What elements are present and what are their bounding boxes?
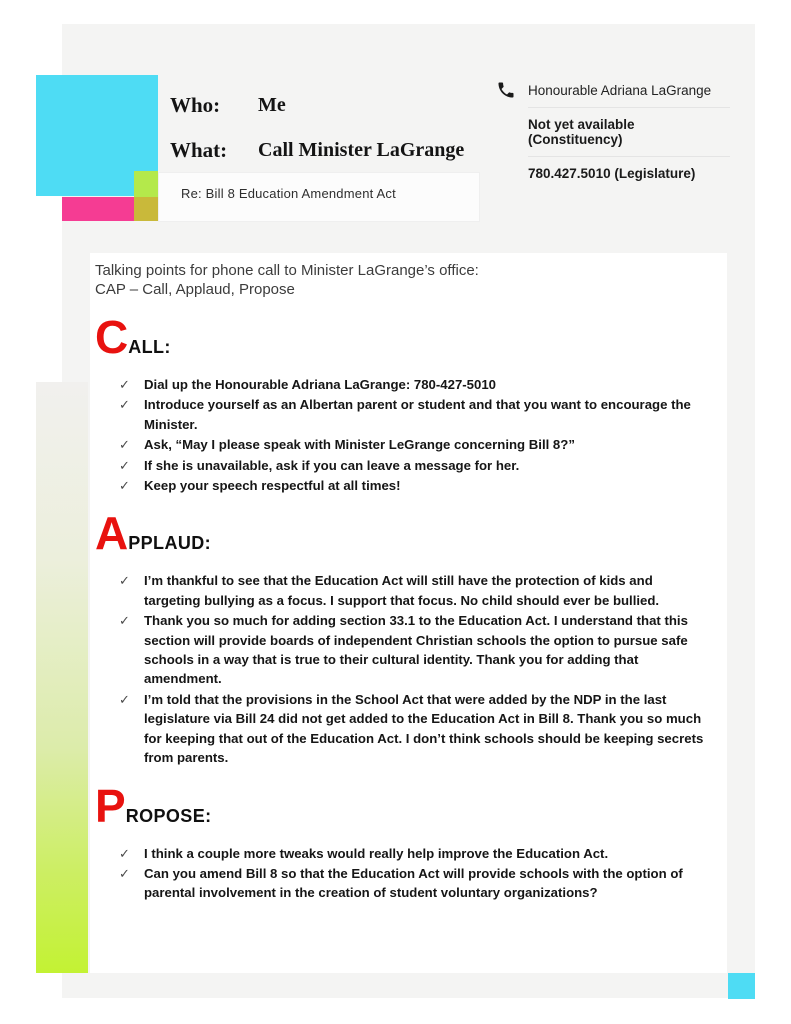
- call-talking-points: [119, 375, 705, 495]
- talking-point-text: Can you amend Bill 8 so that the Education Act will provide schools with the option of parental involvement in the creation of student voluntary organizations?: [144, 865, 683, 901]
- intro-paragraph: [95, 261, 709, 299]
- section-heading-call: [95, 311, 709, 363]
- heading-rest: PPLAUD:: [128, 533, 212, 554]
- talking-point: [119, 476, 705, 495]
- phone-icon: [496, 80, 516, 100]
- what-value: Call Minister LaGrange: [258, 139, 465, 161]
- talking-point-text: Introduce yourself as an Albertan parent or student and that you want to encourage the Minister.: [144, 397, 691, 432]
- re-subject-line: Re: Bill 8 Education Amendment Act: [181, 186, 396, 201]
- re-subject-box: [158, 172, 480, 222]
- talking-point: [119, 435, 705, 454]
- content-area: [90, 253, 727, 973]
- contact-divider: [528, 107, 730, 108]
- section-heading-propose: [95, 779, 709, 832]
- talking-point: [119, 844, 705, 863]
- talking-point: [119, 611, 705, 689]
- heading-initial: P: [95, 779, 126, 832]
- what-label: What:: [170, 138, 228, 162]
- propose-talking-points: [119, 844, 705, 903]
- talking-point-text: If she is unavailable, ask if you can leave a message for her.: [144, 457, 520, 473]
- checkmark-bullet: ✓: [119, 377, 130, 392]
- olive-overlap-decoration: [134, 197, 158, 221]
- intro-line-1: Talking points for phone call to Minister LaGrange’s office:: [95, 262, 479, 279]
- heading-rest: ROPOSE:: [125, 805, 212, 826]
- cyan-corner-decoration: [728, 973, 755, 999]
- heading-rest: ALL:: [128, 337, 171, 357]
- checkmark-bullet: ✓: [119, 691, 130, 707]
- who-label: Who:: [170, 93, 221, 117]
- talking-point-text: I’m thankful to see that the Education Act will still have the protection of kids and targeting bullying as a focus. I support that focus. No child should ever be bullied.: [144, 573, 660, 608]
- talking-point-text: I think a couple more tweaks would really help improve the Education Act.: [144, 845, 609, 861]
- contact-name: Honourable Adriana LaGrange: [528, 83, 712, 98]
- talking-point-text: I’m told that the provisions in the School Act that were added by the NDP in the last legislature via Bill 24 did not get added to the Education Act in Bill 8. Thank you so much for keeping that out of the Education Act. I don’t think schools should be keeping secrets from parents.: [144, 691, 704, 766]
- checkmark-bullet: ✓: [119, 437, 130, 453]
- talking-point: [119, 375, 705, 394]
- heading-initial: C: [95, 311, 129, 363]
- talking-point-text: Keep your speech respectful at all times!: [144, 478, 401, 494]
- checkmark-bullet: ✓: [119, 845, 130, 861]
- talking-point: [119, 395, 705, 434]
- section-heading-applaud: [95, 507, 709, 560]
- talking-point: [119, 690, 705, 768]
- heading-initial: A: [95, 507, 129, 560]
- talking-point: [119, 864, 705, 903]
- checkmark-bullet: ✓: [119, 613, 130, 629]
- checkmark-bullet: ✓: [119, 397, 130, 413]
- contact-constituency-phone: Not yet available (Constituency): [528, 117, 635, 147]
- talking-point: [119, 456, 705, 475]
- section-applaud: [95, 507, 709, 767]
- contact-info-block: [528, 83, 730, 181]
- contact-legislature-phone: 780.427.5010 (Legislature): [528, 166, 696, 181]
- section-propose: [95, 779, 709, 903]
- checkmark-bullet: ✓: [119, 478, 130, 494]
- talking-point: [119, 571, 705, 610]
- contact-divider: [528, 156, 730, 157]
- applaud-talking-points: [119, 571, 705, 767]
- checkmark-bullet: ✓: [119, 457, 130, 473]
- pink-rect-decoration: [62, 197, 134, 221]
- talking-point-text: Dial up the Honourable Adriana LaGrange: 780-427-5010: [144, 377, 497, 392]
- talking-point-text: Thank you so much for adding section 33.1 to the Education Act. I understand that this section will provide boards of independent Christian schools the option to pursue safe schools in a way that is true to their cultural identity. Thank you for adding that amendment.: [144, 613, 688, 687]
- checkmark-bullet: ✓: [119, 573, 130, 589]
- green-gradient-bar-decoration: [36, 382, 88, 973]
- talking-point-text: Ask, “May I please speak with Minister LeGrange concerning Bill 8?”: [144, 437, 575, 453]
- who-value: Me: [258, 94, 286, 116]
- section-call: [95, 311, 709, 495]
- checkmark-bullet: ✓: [119, 865, 130, 881]
- intro-line-2: CAP – Call, Applaud, Propose: [95, 281, 295, 298]
